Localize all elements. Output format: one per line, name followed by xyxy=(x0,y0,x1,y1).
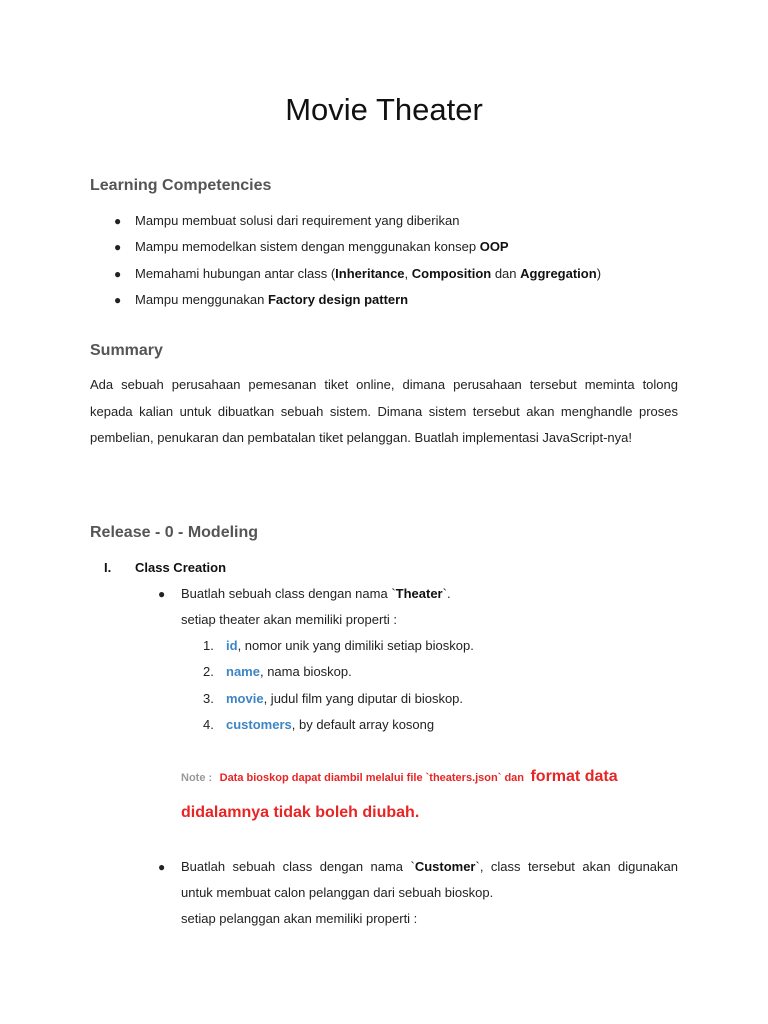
section-number: I. xyxy=(104,560,112,575)
bullet-icon: ● xyxy=(114,267,122,281)
theater-class-intro: Buatlah sebuah class dengan nama `Theater`. xyxy=(181,586,451,601)
customer-class-intro: Buatlah sebuah class dengan nama `Customer`, class tersebut akan digunakan untuk membuat calon pelanggan dari sebuah bioskop. xyxy=(181,859,678,900)
theater-props-intro: setiap theater akan memiliki properti : xyxy=(181,612,398,627)
note-line-2: didalamnya tidak boleh diubah. xyxy=(181,804,420,821)
list-item: Mampu menggunakan Factory design pattern xyxy=(135,292,409,307)
list-item: Mampu memodelkan sistem dengan menggunakan konsep OOP xyxy=(135,239,509,254)
release-heading: Release - 0 - Modeling xyxy=(90,524,259,541)
bullet-icon: ● xyxy=(114,293,122,307)
list-number: 4. xyxy=(203,717,214,732)
bullet-icon: ● xyxy=(114,214,122,228)
list-number: 2. xyxy=(203,664,214,679)
list-item: Mampu membuat solusi dari requirement yang diberikan xyxy=(135,213,460,228)
customer-props-intro: setiap pelanggan akan memiliki properti : xyxy=(181,911,418,926)
bullet-icon: ● xyxy=(158,587,166,601)
list-item: movie, judul film yang diputar di bioskop. xyxy=(226,691,464,706)
list-item: id, nomor unik yang dimiliki setiap bioskop. xyxy=(226,638,474,653)
summary-paragraph: Ada sebuah perusahaan pemesanan tiket online, dimana perusahaan tersebut meminta tolong kepada kalian untuk dibuatkan sebuah sistem. Dimana sistem tersebut akan menghandle proses pembelian, penukaran dan pembatalan tiket pelanggan. Buatlah implementasi JavaScript-nya! xyxy=(90,377,678,445)
list-number: 3. xyxy=(203,691,214,706)
section-title: Class Creation xyxy=(135,560,227,575)
list-item: Memahami hubungan antar class (Inheritance, Composition dan Aggregation) xyxy=(135,266,602,281)
bullet-icon: ● xyxy=(114,240,122,254)
bullet-icon: ● xyxy=(158,860,166,874)
list-item: name, nama bioskop. xyxy=(226,664,352,679)
summary-heading: Summary xyxy=(90,342,163,359)
note-line-1: Note : Data bioskop dapat diambil melalui file `theaters.json` dan format data xyxy=(181,768,618,785)
list-number: 1. xyxy=(203,638,214,653)
list-item: customers, by default array kosong xyxy=(226,717,435,732)
page-title: Movie Theater xyxy=(285,92,483,127)
learning-heading: Learning Competencies xyxy=(90,177,272,194)
